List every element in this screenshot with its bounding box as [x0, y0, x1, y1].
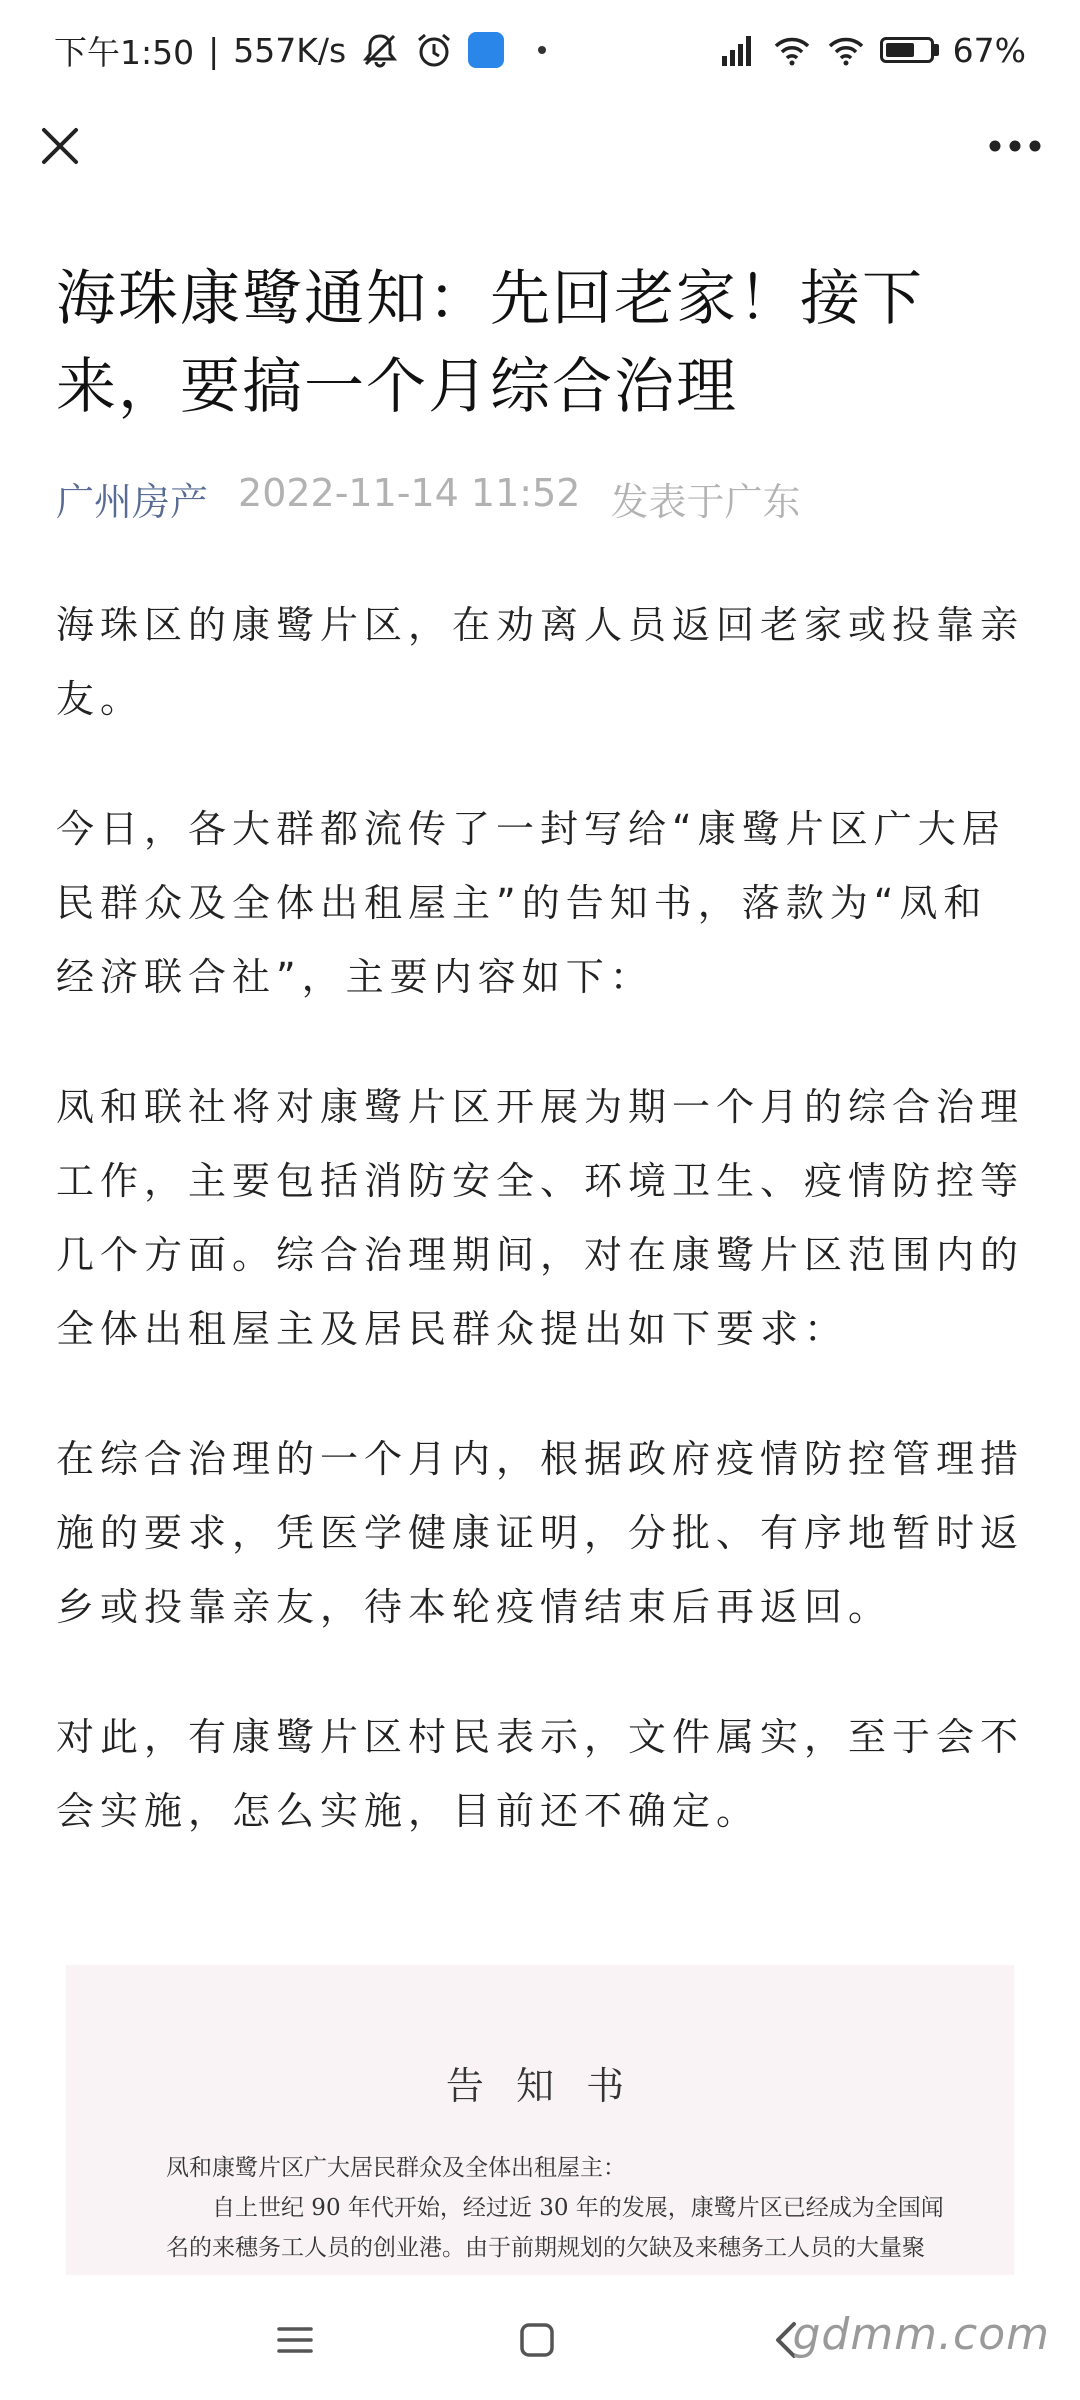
notice-document-image[interactable]: [66, 1965, 1014, 2275]
menu-icon: [277, 2325, 313, 2355]
battery-percent: 67%: [952, 30, 1026, 70]
recent-apps-button[interactable]: [260, 2305, 330, 2375]
system-nav-bar: [0, 2275, 1080, 2400]
app-badge-icon: [468, 32, 504, 68]
watermark-text: gdmm.com: [792, 2309, 1050, 2360]
dot-indicator-icon: [538, 46, 546, 54]
mute-bell-icon: [360, 30, 400, 70]
status-left: [54, 27, 546, 74]
battery-icon: [880, 37, 939, 63]
article-meta: [56, 471, 1024, 526]
publish-location: 发表于广东: [610, 480, 801, 524]
paragraph: 凤和联社将对康鹭片区开展为期一个月的综合治理工作，主要包括消防安全、环境卫生、疫情防控等几个方面。综合治理期间，对在康鹭片区范围内的全体出租屋主及居民群众提出如下要求：: [56, 1085, 1025, 1351]
article: [56, 255, 1024, 1904]
notice-line: 名的来穗务工人员的创业港。由于前期规划的欠缺及来穗务工人员的大量聚: [166, 2235, 925, 2261]
paragraph: 海珠区的康鹭片区，在劝离人员返回老家或投靠亲友。: [56, 603, 1025, 721]
more-dots-icon: [987, 138, 1043, 154]
home-square-icon: [519, 2322, 555, 2358]
notice-heading: 告 知 书: [445, 2064, 635, 2108]
status-right: [718, 30, 1026, 70]
wifi-icon: [772, 30, 812, 70]
paragraph: 在综合治理的一个月内，根据政府疫情防控管理措施的要求，凭医学健康证明，分批、有序地暂时返乡或投靠亲友，待本轮疫情结束后再返回。: [56, 1437, 1025, 1629]
top-nav: [0, 100, 1080, 195]
alarm-icon: [414, 30, 454, 70]
article-body: [56, 588, 1024, 1848]
paragraph: 今日，各大群都流传了一封写给“康鹭片区广大居民群众及全体出租屋主”的告知书，落款为“凤和经济联合社”，主要内容如下：: [56, 807, 1006, 999]
paragraph: 对此，有康鹭片区村民表示，文件属实，至于会不会实施，怎么实施，目前还不确定。: [56, 1715, 1025, 1833]
wifi-icon-2: [826, 30, 866, 70]
article-title: 海珠康鹭通知：先回老家！接下来，要搞一个月综合治理: [56, 264, 924, 422]
more-options-button[interactable]: [980, 116, 1050, 176]
notice-line: 自上世纪 90 年代开始，经过近 30 年的发展，康鹭片区已经成为全国闻: [212, 2195, 944, 2221]
hd-signal-icon: [718, 30, 758, 70]
notice-text: [166, 2148, 966, 2268]
notice-salutation: 凤和康鹭片区广大居民群众及全体出租屋主：: [166, 2155, 626, 2181]
close-icon: [38, 124, 82, 168]
close-button[interactable]: [30, 116, 90, 176]
publish-datetime: 2022-11-14 11:52: [238, 471, 581, 515]
home-button[interactable]: [502, 2305, 572, 2375]
status-separator: |: [208, 30, 220, 70]
status-time: 下午1:50: [54, 32, 195, 72]
author-link[interactable]: 广州房产: [56, 480, 209, 524]
status-bar: [0, 0, 1080, 100]
network-speed: 557K/s: [233, 30, 347, 70]
battery-fill: [886, 43, 914, 57]
